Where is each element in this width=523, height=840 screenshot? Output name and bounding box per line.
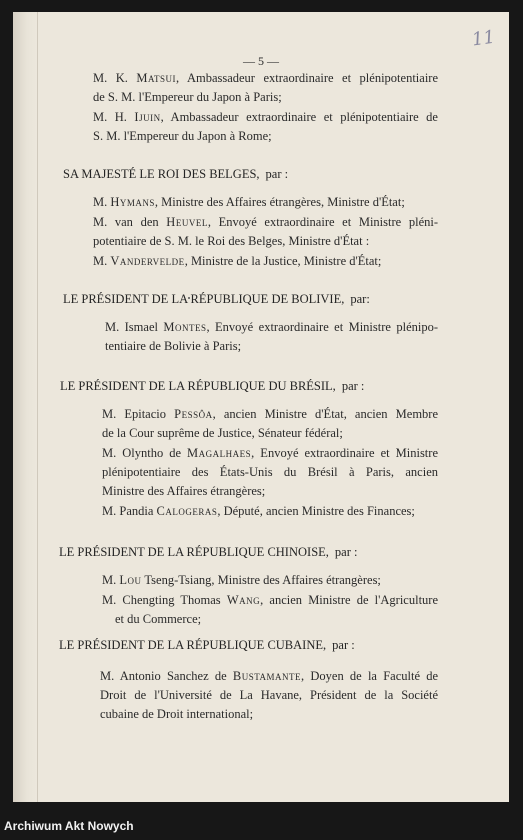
delegate-entry-continued: de la Cour suprême de Justice, Sénateur fédéral; [102, 426, 343, 440]
delegate-name: Bustamante [232, 669, 302, 683]
scanned-page [13, 12, 509, 802]
delegate-entry: M. Pandia Calogeras, Député, ancien Ministre des Finances; [102, 504, 415, 518]
delegate-entry-continued: et du Commerce; [115, 612, 202, 626]
section-heading-brazil: LE PRÉSIDENT DE LA RÉPUBLIQUE DU BRÉSIL, par : [60, 379, 365, 393]
delegate-entry: M. Chengting Thomas Wang, ancien Ministre de l'Agriculture [102, 593, 438, 607]
delegate-name: Magalhaes [187, 446, 252, 460]
delegate-entry: M. K. Matsui, Ambassadeur extraordinaire et plénipotentiaire [93, 71, 438, 85]
delegate-name: Pessôa [174, 407, 213, 421]
delegate-entry: M. Epitacio Pessôa, ancien Ministre d'État, ancien Membre [102, 407, 439, 421]
delegate-entry-continued: Ministre des Affaires étrangères; [102, 484, 266, 498]
section-heading-china: LE PRÉSIDENT DE LA RÉPUBLIQUE CHINOISE, par : [59, 545, 358, 559]
delegate-name: Vandervelde [110, 254, 185, 268]
delegate-entry: M. Olyntho de Magalhaes, Envoyé extraordinaire et Ministre [102, 446, 438, 460]
archive-footer-bar [0, 812, 523, 840]
delegate-name: Montes [163, 320, 207, 334]
archive-pencil-mark: 11 [470, 26, 497, 51]
delegate-name: Lou [119, 573, 142, 587]
page-binding-edge [13, 12, 38, 802]
delegate-entry-continued: cubaine de Droit international; [100, 707, 254, 721]
delegate-entry-continued: S. M. l'Empereur du Japon à Rome; [93, 129, 272, 143]
section-heading-belgium: SA MAJESTÉ LE ROI DES BELGES, par : [63, 167, 289, 181]
section-heading-bolivia: LE PRÉSIDENT DE LA RÉPUBLIQUE DE BOLIVIE, par: [63, 292, 370, 306]
delegate-name: Ijuin [134, 110, 161, 124]
delegate-name: Hymans [110, 195, 155, 209]
delegate-entry-continued: Droit de l'Université de La Havane, Président de la Société [100, 688, 438, 702]
delegate-name: Heuvel [166, 215, 208, 229]
delegate-entry: M. Ismael Montes, Envoyé extraordinaire et Ministre plénipo- [105, 320, 439, 334]
delegate-entry: M. Vandervelde, Ministre de la Justice, Ministre d'État; [93, 254, 382, 268]
delegate-entry-continued: tentiaire de Bolivie à Paris; [105, 339, 242, 353]
delegate-name: Wang [226, 593, 261, 607]
delegate-entry: M. Antonio Sanchez de Bustamante, Doyen de la Faculté de [100, 669, 439, 683]
delegate-entry: M. H. Ijuin, Ambassadeur extraordinaire et plénipotentiaire de [93, 110, 438, 124]
archive-footer-label: Archiwum Akt Nowych [4, 819, 134, 833]
page-number: — 5 — [243, 54, 279, 68]
delegate-entry: M. Lou Tseng-Tsiang, Ministre des Affaires étrangères; [102, 573, 381, 587]
delegate-name: Matsui [136, 71, 177, 85]
delegate-entry-continued: potentiaire de S. M. le Roi des Belges, Ministre d'État : [93, 234, 370, 248]
delegate-entry: M. van den Heuvel, Envoyé extraordinaire et Ministre pléni- [93, 215, 439, 229]
delegate-name: Calogeras [156, 504, 218, 518]
section-heading-cuba: LE PRÉSIDENT DE LA RÉPUBLIQUE CUBAINE, par : [59, 638, 355, 652]
delegate-entry-continued: de S. M. l'Empereur du Japon à Paris; [93, 90, 282, 104]
delegate-entry: M. Hymans, Ministre des Affaires étrangères, Ministre d'État; [93, 195, 405, 209]
delegate-entry-continued: plénipotentiaire des États-Unis du Brésil à Paris, ancien [102, 465, 438, 479]
